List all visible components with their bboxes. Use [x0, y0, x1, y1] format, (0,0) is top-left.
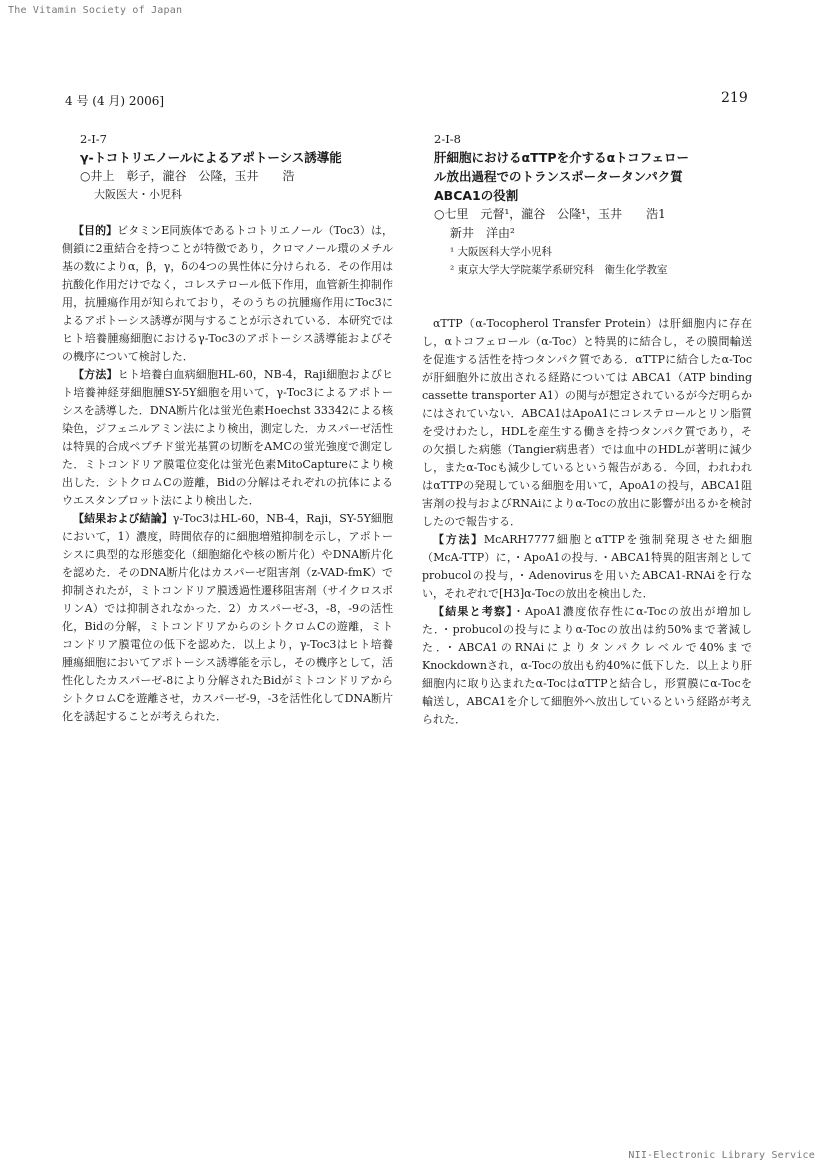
results-text: γ-Toc3はHL-60，NB-4，Raji，SY-5Y細胞において，1）濃度，時間依存的に細胞増殖抑制を示し，アポトーシスに典型的な形態変化（細胞縮化や核の断片化）やDNA断片化を認めた．そのDNA断片化はカスパーゼ阻害剤（z-VAD-fmK）で抑制されたが，ミトコンドリア膜透過性遷移阻害剤（サイクロスポリンA）では抑制されなかった．2）カスパーゼ-3，-8，-9の活性化，Bidの分解，ミトコンドリアからのシトクロムCの遊離，ミトコンドリア膜電位の低下を認めた．以上より，γ-Toc3はヒト培養腫瘍細胞においてアポトーシス誘導能を示し，その機序として，活性化したカスパーゼ-8により分解されたBidがミトコンドリアからシトクロムCを遊離させ，カスパーゼ-9，-3を活性化してDNA断片化を誘起することが考えられた．: [62, 512, 393, 723]
affiliation: 大阪医大・小児科: [94, 188, 182, 201]
results-heading: 【結果と考察】: [433, 605, 513, 618]
purpose-paragraph: [62, 222, 393, 366]
abstract-id: 2-I-8: [434, 132, 461, 146]
methods-heading: 【方法】: [73, 368, 118, 381]
author-list: ○井上 彰子，瀧谷 公隆，玉井 浩: [80, 169, 295, 183]
society-header: The Vitamin Society of Japan: [8, 5, 183, 16]
author-list-line-2: 新井 洋由²: [450, 226, 515, 240]
methods-paragraph: [422, 531, 752, 603]
results-heading: 【結果および結論】: [73, 512, 173, 525]
affiliation-1: ¹ 大阪医科大学小児科: [450, 246, 553, 258]
methods-text: McARH7777細胞とαTTPを強制発現させた細胞（McA-TTP）に，・ApoA1の投与．・ABCA1特異的阻害剤としてprobucolの投与，・Adenovirusを用いたABCA1-RNAiを行ない，それぞれで[H3]α-Tocの放出を検出した．: [422, 533, 752, 600]
abstract-title-line-3: ABCA1の役割: [434, 188, 519, 203]
library-footer: NII-Electronic Library Service: [628, 1150, 815, 1161]
abstract-title: γ-トコトリエノールによるアポトーシス誘導能: [80, 150, 342, 165]
abstract-title-line-1: 肝細胞におけるαTTPを介するαトコフェロー: [434, 150, 690, 165]
results-paragraph: [422, 603, 752, 729]
results-paragraph: [62, 510, 393, 726]
author-list: ○七里 元督¹，瀧谷 公隆¹，玉井 浩1: [434, 207, 666, 221]
intro-text: αTTP（α-Tocopherol Transfer Protein）は肝細胞内に存在し，αトコフェロール（α-Toc）と特異的に結合し，その膜間輸送を促進する活性を持つタンパク質である．αTTPに結合したα-Tocが肝細胞外に放出される経路については ABCA1（ATP binding cassette transporter A1）の関与が想定されているが今だ明らかにはされていない．ABCA1はApoA1にコレステロールとリン脂質を受けわたし，HDLを産生する働きを持つタンパク質であり，その欠損した病態（Tangier病患者）では血中のHDLが著明に減少し，またα-Tocも減少しているという報告がある．今回，われわれはαTTPの発現している細胞を用いて，ApoA1の投与，ABCA1阻害剤の投与およびRNAiによりα-Tocの放出に影響が出るかを検討したので報告する．: [422, 317, 752, 528]
right-abstract: [422, 130, 752, 729]
methods-heading: 【方法】: [433, 533, 484, 546]
methods-paragraph: [62, 366, 393, 510]
methods-text: ヒト培養白血病細胞HL-60，NB-4，Raji細胞およびヒト培養神経芽細胞腫SY-5Y細胞を用いて，γ-Toc3によるアポトーシスを誘導した．DNA断片化は蛍光色素Hoechst 33342による核染色，ジフェニルアミン法により検出，測定した．カスパーゼ活性は特異的合成ペプチド蛍光基質の切断をAMCの蛍光強度で測定した．ミトコンドリア膜電位変化は蛍光色素MitoCaptureにより検出した．シトクロムCの遊離，Bidの分解はそれぞれの抗体によるウエスタンブロット法により検出した．: [62, 368, 394, 507]
abstract-title-line-2: ル放出過程でのトランスポータータンパク質: [434, 169, 683, 184]
purpose-text: ビタミンE同族体であるトコトリエノール（Toc3）は，側鎖に2重結合を持つことが特徴であり，クロマノール環のメチル基の数によりα，β，γ，δの4つの異性体に分けられる．その作用は抗酸化作用だけでなく，コレステロール低下作用，血管新生抑制作用，抗腫瘍作用が知られており，そのうちの抗腫瘍作用にToc3によるアポトーシス誘導が関与することが示されている．本研究ではヒト培養腫瘍細胞におけるγ-Toc3のアポトーシス誘導能およびその機序について検討した．: [62, 224, 393, 363]
left-abstract: [62, 130, 393, 726]
affiliation-2: ² 東京大学大学院薬学系研究科 衛生化学教室: [450, 264, 668, 276]
results-text: ・ApoA1濃度依存性にα-Tocの放出が増加した．・probucolの投与によりα-Tocの放出は約50%まで著減した．・ABCA1のRNAiによりタンパクレベルで40%までKnockdownされ，α-Tocの放出も約40%に低下した．以上より肝細胞内に取り込まれたα-TocはαTTPと結合し，形質膜にα-Tocを輸送し，ABCA1を介して細胞外へ放出しているという経路が考えられた．: [422, 605, 753, 726]
abstract-id: 2-I-7: [80, 132, 107, 146]
issue-label: 4 号 (4 月) 2006]: [65, 94, 165, 108]
intro-paragraph: [422, 315, 752, 531]
purpose-heading: 【目的】: [73, 224, 118, 237]
page-number: 219: [721, 90, 748, 106]
